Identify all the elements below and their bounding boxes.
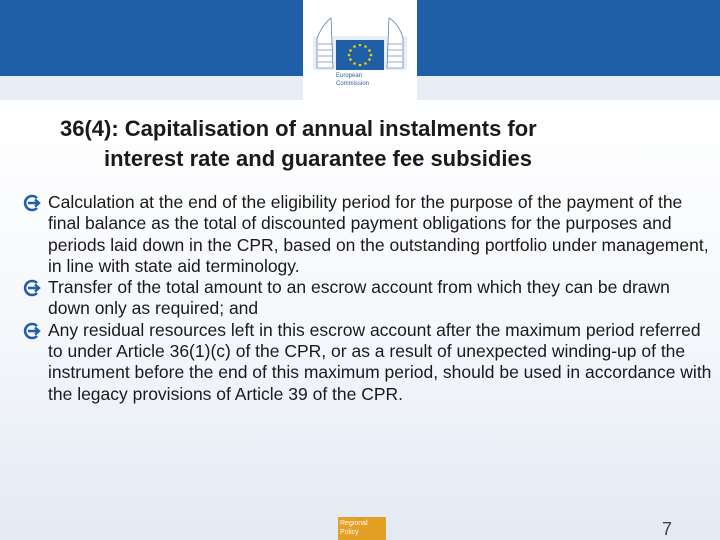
bullet-list: [22, 192, 714, 405]
logo-line-1: European: [336, 73, 363, 79]
list-item: [22, 192, 714, 277]
slide-title: [60, 114, 680, 174]
circled-arrow-icon: [22, 322, 42, 340]
regional-policy-text: [340, 519, 368, 537]
footer-logo-line-2: Policy: [340, 529, 359, 536]
bullet-text: Transfer of the total amount to an escrow account from which they can be drawn down only as required; and: [48, 277, 670, 319]
regional-policy-logo: [338, 517, 386, 540]
logo-text: [336, 72, 369, 88]
title-line-2: interest rate and guarantee fee subsidies: [104, 146, 532, 171]
bullet-text: Any residual resources left in this escrow account after the maximum period referred to under Article 36(1)(c) of the CPR, or as a result of unexpected winding-up of the instrument before the end of this maximum period, should be used in accordance with the legacy provisions of Article 39 of the CPR.: [48, 319, 712, 404]
page-number: 7: [662, 519, 673, 539]
commission-logo: [303, 0, 417, 100]
circled-arrow-icon: [22, 279, 42, 297]
list-item: [22, 277, 714, 320]
bullet-text: Calculation at the end of the eligibility period for the purpose of the payment of the final balance as the total of discounted payment obligations for the purposes and periods laid down in the CPR, based on the outstanding portfolio under management, in line with state aid terminology.: [48, 192, 709, 276]
list-item: [22, 320, 714, 405]
logo-line-2: Commission: [336, 81, 370, 87]
title-line-1: 36(4): Capitalisation of annual instalments for: [60, 116, 537, 141]
circled-arrow-icon: [22, 194, 42, 212]
footer-logo-line-1: Regional: [340, 520, 368, 527]
